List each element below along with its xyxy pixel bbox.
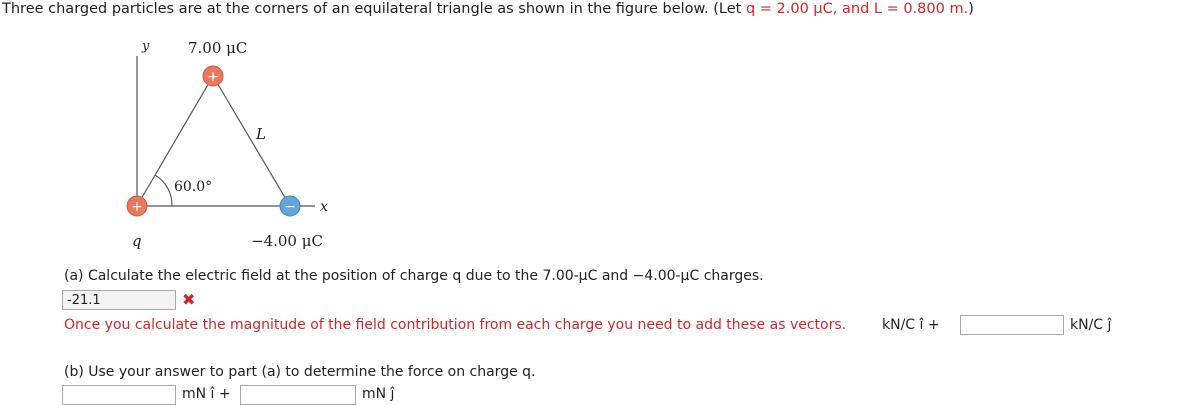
given-values: q = 2.00 μC, and L = 0.800 m. (745, 1, 969, 17)
top-charge-sign: + (207, 69, 219, 85)
problem-statement (2, 1, 974, 17)
part-b-j-input[interactable] (240, 385, 356, 405)
part-b-unit-j: mN ĵ (362, 386, 395, 402)
y-axis-label: y (142, 39, 150, 54)
part-a-unit-j: kN/C ĵ (1070, 317, 1112, 333)
part-a-feedback: Once you calculate the magnitude of the field contribution from each charge you need to add these as vectors. (64, 317, 847, 333)
problem-statement-suffix: ) (968, 1, 974, 17)
right-charge-label: −4.00 μC (251, 232, 323, 250)
triangle-diagram (110, 36, 350, 252)
part-a-i-input[interactable] (960, 315, 1064, 335)
part-a-question: (a) Calculate the electric field at the position of charge q due to the 7.00-μC and −4.00-μC charges. (64, 268, 764, 284)
part-a-unit-i: kN/C î + (882, 317, 940, 333)
angle-label: 60.0° (174, 179, 213, 195)
angle-arc (155, 175, 172, 206)
part-b-question: (b) Use your answer to part (a) to determine the force on charge q. (64, 364, 536, 380)
x-axis-label: x (320, 199, 328, 215)
right-charge (280, 196, 300, 216)
triangle-figure (110, 36, 350, 252)
left-charge-sign: + (131, 199, 143, 215)
top-charge-label: 7.00 μC (188, 39, 248, 57)
part-b-i-input[interactable] (62, 385, 176, 405)
side-length-label: L (256, 125, 266, 143)
part-a-answer-input[interactable] (62, 290, 176, 310)
part-b-unit-i: mN î + (182, 386, 231, 402)
left-charge (127, 196, 147, 216)
top-charge (203, 66, 223, 86)
wrong-answer-icon: ✖ (182, 290, 196, 309)
problem-statement-prefix: Three charged particles are at the corners of an equilateral triangle as shown in the figure below. (Let (2, 1, 746, 17)
triangle-side-right (213, 76, 290, 206)
right-charge-sign: − (284, 199, 296, 215)
left-charge-label: q (132, 232, 142, 250)
